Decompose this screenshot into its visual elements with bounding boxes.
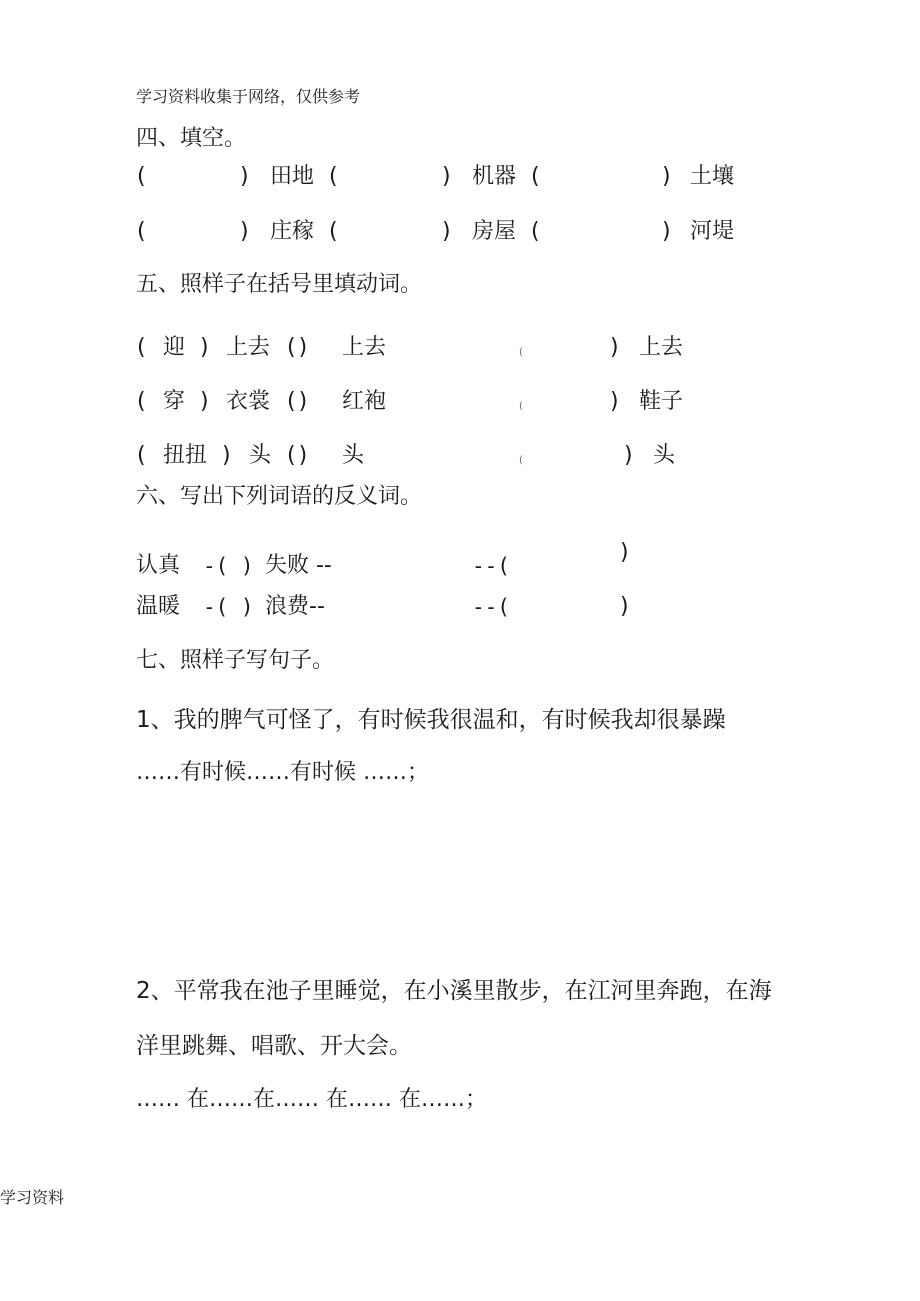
section7-title: 七、照样子写句子。 (136, 648, 335, 673)
paren-open: ( (137, 443, 146, 468)
paren-open: ( (531, 219, 540, 244)
word-hedi: 河堤 (690, 219, 735, 244)
faint-mark: ( (519, 401, 523, 412)
paren-close: ) (200, 335, 209, 360)
section6-title: 六、写出下列词语的反义词。 (136, 484, 423, 509)
word: 衣裳 (226, 389, 271, 414)
paren-close: ) (620, 540, 629, 565)
paren-open: ( (329, 219, 338, 244)
paren-open: ( (137, 219, 146, 244)
header-note: 学习资料收集于网络，仅供参考 (136, 87, 361, 106)
blank-parens: ( ) (287, 389, 306, 414)
paren-close: ) (240, 164, 249, 189)
faint-mark: ( (519, 455, 523, 466)
paren-open: ( (137, 164, 146, 189)
answer-blank: --( (472, 554, 510, 578)
word-shibai: 失败 -- (265, 553, 332, 578)
word-jiqi: 机器 (472, 164, 517, 189)
word-renzhen: 认真 (136, 553, 181, 578)
footer-label: 学习资料 (0, 1188, 65, 1207)
word: 头 (653, 443, 676, 468)
paren-close: ) (200, 389, 209, 414)
answer-blank: --( (472, 595, 510, 619)
section4-title: 四、填空。 (136, 126, 247, 151)
word-langfei: 浪费-- (265, 594, 325, 619)
section5-title: 五、照样子在括号里填动词。 (136, 272, 423, 297)
paren-close: ) (442, 219, 451, 244)
paren-open: ( (137, 335, 146, 360)
answer-blank: -( ) (203, 595, 254, 619)
paren-open: ( (329, 164, 338, 189)
paren-close: ) (620, 594, 629, 619)
q2-pattern: …… 在……在…… 在…… 在……； (136, 1087, 487, 1112)
example-verb: 穿 (163, 389, 186, 414)
paren-open: ( (531, 164, 540, 189)
faint-mark: ( (519, 347, 523, 358)
paren-close: ) (662, 219, 671, 244)
word: 头 (342, 443, 365, 468)
q1-pattern: ……有时候……有时候 ……； (136, 760, 429, 785)
paren-close: ) (240, 219, 249, 244)
blank-parens: ( ) (287, 335, 306, 360)
example-verb: 迎 (163, 335, 186, 360)
paren-close: ) (610, 335, 619, 360)
paren-close: ) (610, 389, 619, 414)
paren-open: ( (137, 389, 146, 414)
word: 上去 (639, 335, 684, 360)
word: 鞋子 (639, 389, 684, 414)
word: 上去 (342, 335, 387, 360)
paren-close: ) (442, 164, 451, 189)
q2-line-2: 洋里跳舞、唱歌、开大会。 (136, 1033, 412, 1059)
answer-blank: -( ) (203, 554, 254, 578)
paren-close: ) (222, 443, 231, 468)
q1-sentence: 1、我的脾气可怪了，有时候我很温和，有时候我却很暴躁 (136, 707, 726, 733)
paren-close: ) (624, 443, 633, 468)
blank-parens: ( ) (287, 443, 306, 468)
word-wennuan: 温暖 (136, 594, 181, 619)
word: 上去 (226, 335, 271, 360)
word-turang: 土壤 (690, 164, 735, 189)
word-tiandi: 田地 (270, 164, 315, 189)
word: 头 (249, 443, 272, 468)
paren-close: ) (662, 164, 671, 189)
q2-line-1: 2、平常我在池子里睡觉，在小溪里散步，在江河里奔跑，在海 (136, 978, 772, 1004)
word: 红袍 (342, 389, 387, 414)
word-fangwu: 房屋 (472, 219, 517, 244)
example-verb: 扭扭 (163, 443, 208, 468)
word-zhuangjia: 庄稼 (270, 219, 315, 244)
